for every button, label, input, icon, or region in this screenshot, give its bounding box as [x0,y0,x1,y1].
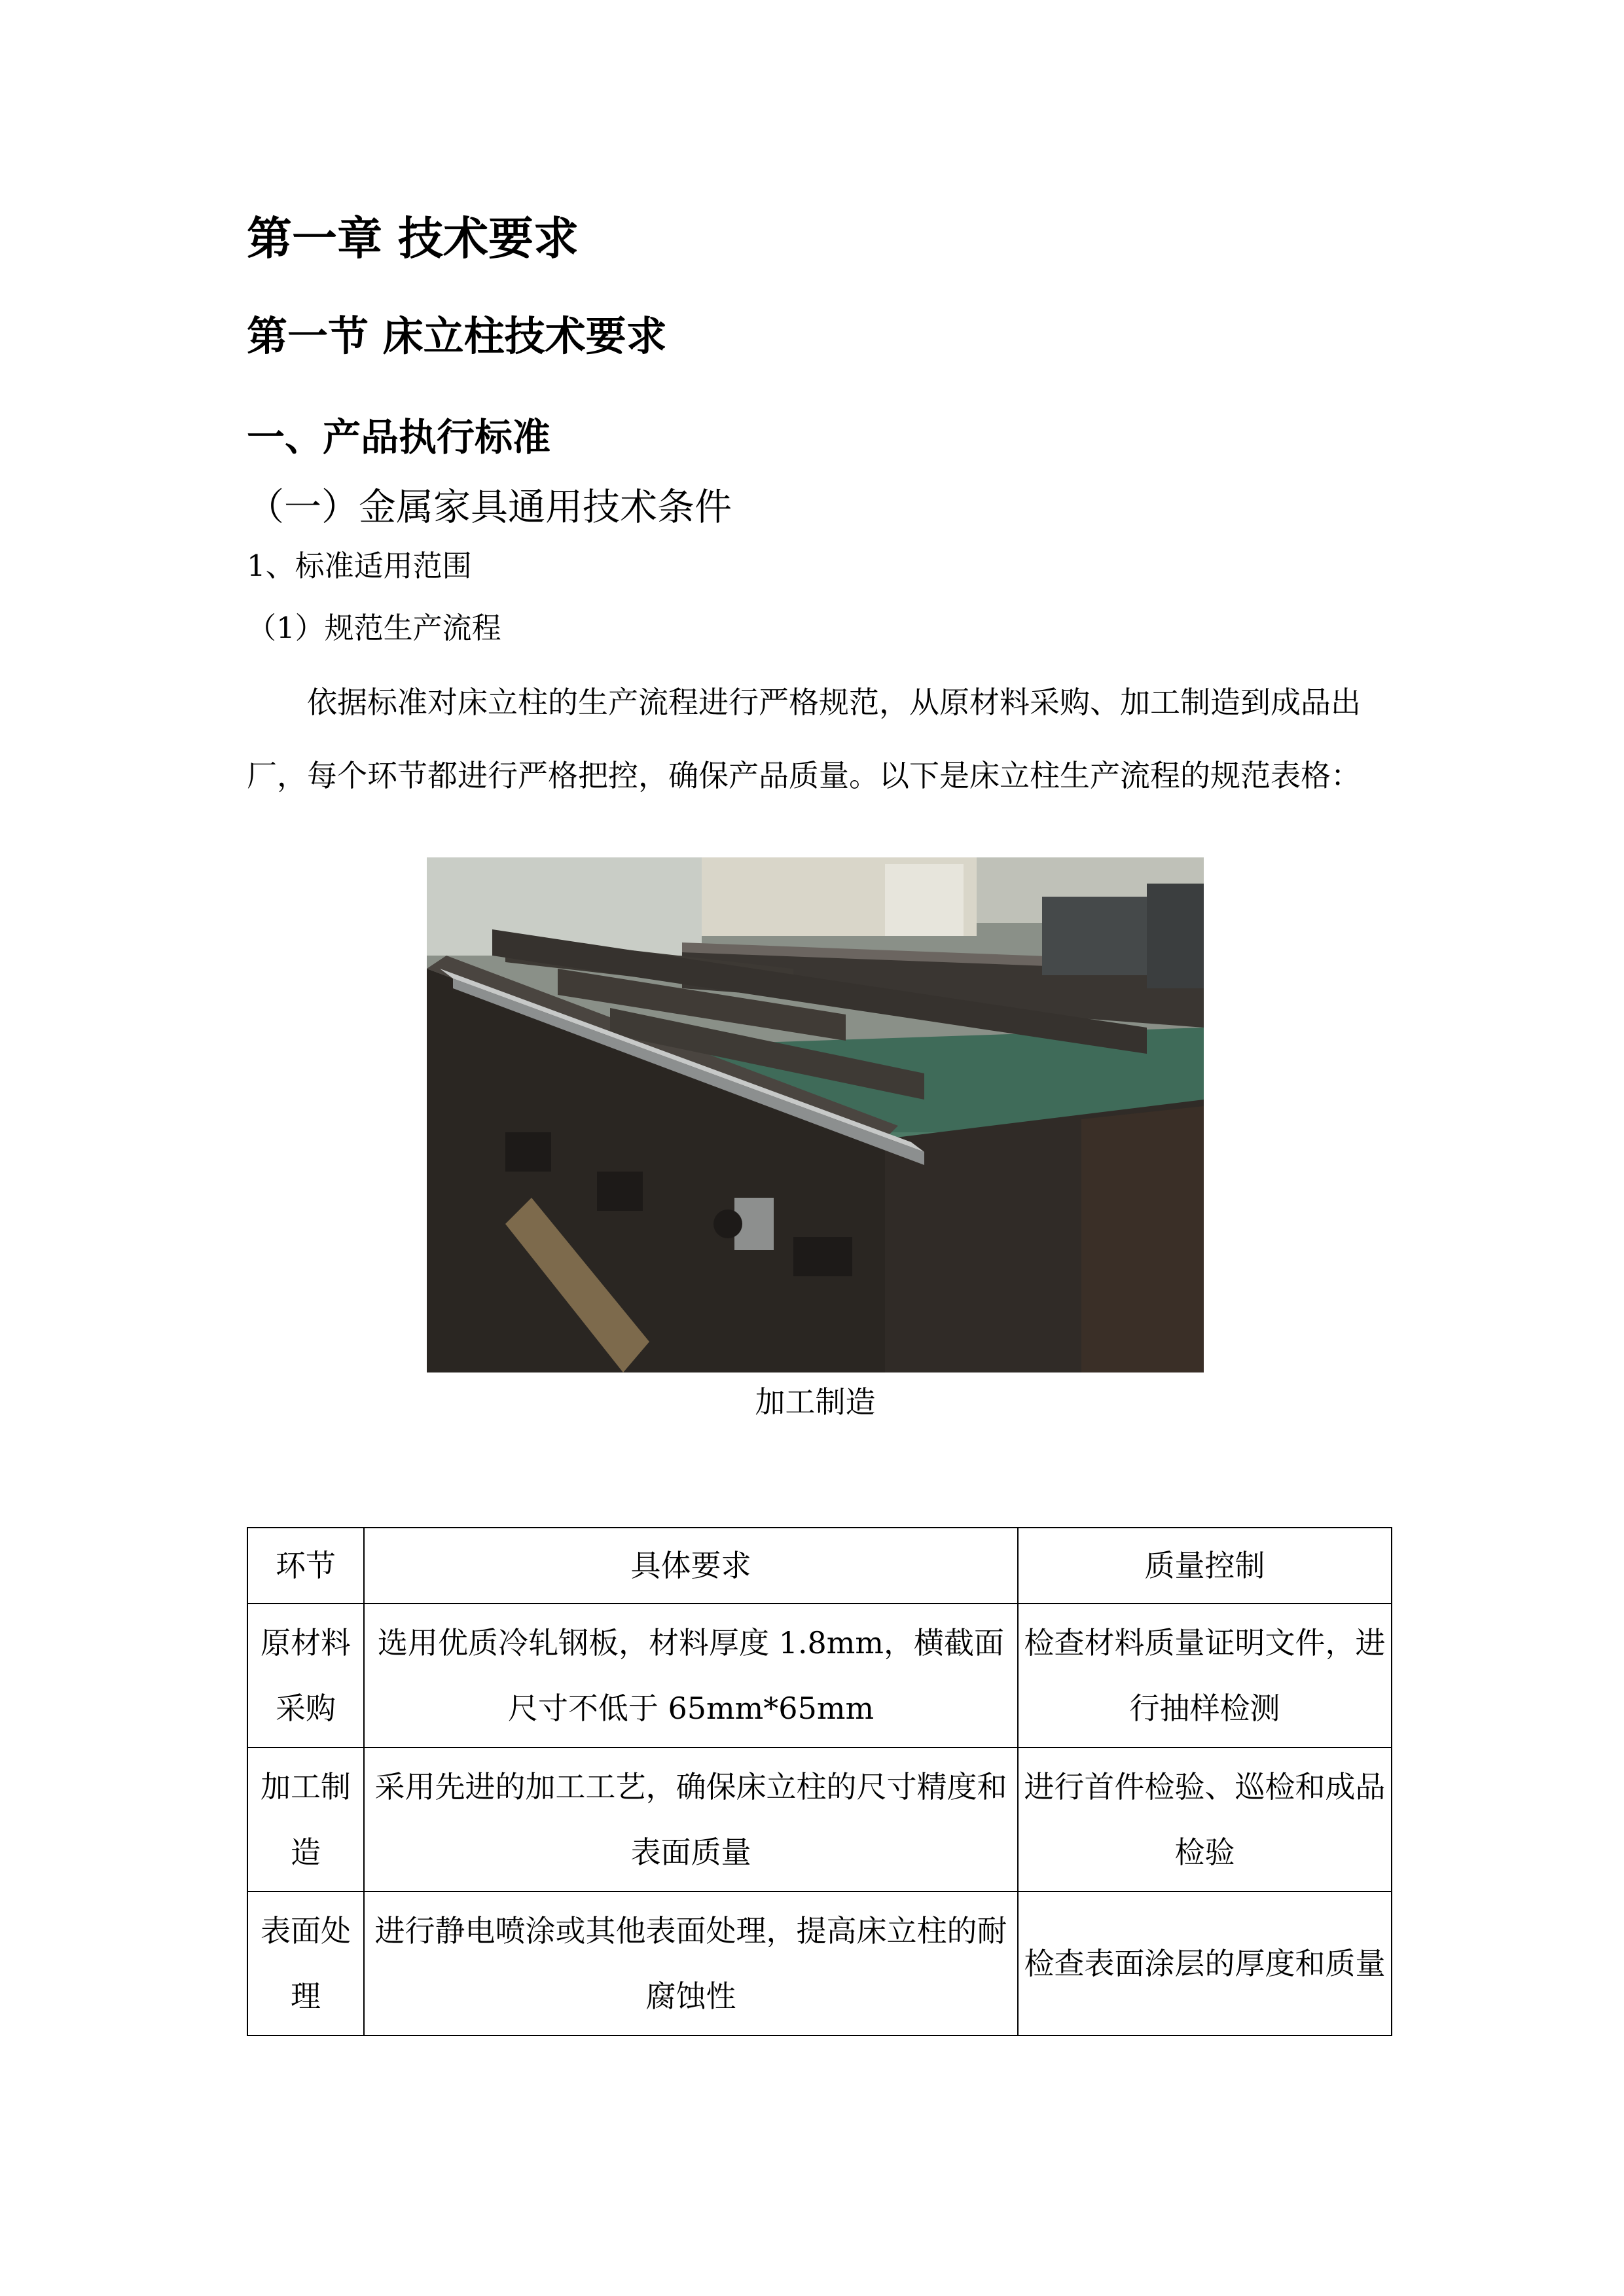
table-cell: 检查材料质量证明文件，进行抽样检测 [1018,1604,1392,1748]
body-paragraph: 依据标准对床立柱的生产流程进行严格规范，从原材料采购、加工制造到成品出厂，每个环节都进行严格把控，确保产品质量。以下是床立柱生产流程的规范表格： [247,685,1361,793]
section-title: 第一节 床立柱技术要求 [247,312,667,360]
table-header-cell: 质量控制 [1018,1528,1392,1604]
figure-photo-machine-frame [427,857,1204,1372]
table-cell: 采用先进的加工工艺，确保床立柱的尺寸精度和表面质量 [364,1748,1018,1892]
table-cell: 检查表面涂层的厚度和质量 [1018,1892,1392,2036]
item-title: 1、标准适用范围 [247,548,472,583]
chapter-title: 第一章 技术要求 [247,213,579,265]
table-header-cell: 环节 [247,1528,364,1604]
table-cell: 加工制造 [247,1748,364,1892]
table-cell: 进行首件检验、巡检和成品检验 [1018,1748,1392,1892]
table-cell: 选用优质冷轧钢板，材料厚度 1.8mm，横截面尺寸不低于 65mm*65mm [364,1604,1018,1748]
table-cell: 表面处理 [247,1892,364,2036]
table-header-row [247,1528,1392,1604]
subsubsection-title: （一）金属家具通用技术条件 [247,486,732,529]
table-cell: 进行静电喷涂或其他表面处理，提高床立柱的耐腐蚀性 [364,1892,1018,2036]
table-row [247,1604,1392,1748]
subitem-title: （1）规范生产流程 [247,611,501,645]
table-row [247,1892,1392,2036]
subsection-title: 一、产品执行标准 [247,415,551,459]
table-row [247,1748,1392,1892]
table-header-cell: 具体要求 [364,1528,1018,1604]
table-cell: 原材料采购 [247,1604,364,1748]
process-spec-table [247,1527,1392,2036]
figure-caption: 加工制造 [755,1384,876,1420]
